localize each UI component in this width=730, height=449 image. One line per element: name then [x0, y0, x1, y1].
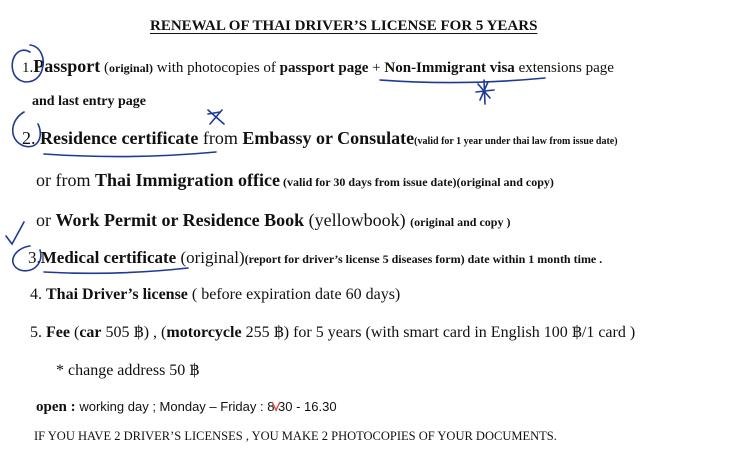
- passport-page-text: passport page: [279, 60, 369, 76]
- immigration-note: (valid for 30 days from issue date)(original and copy): [279, 175, 554, 189]
- item-medical: [28, 248, 602, 268]
- passport-label: Passport: [33, 56, 101, 76]
- visa-text: Non-Immigrant visa: [384, 60, 515, 76]
- paren: (: [100, 60, 109, 76]
- extensions-text: extensions page: [514, 60, 614, 76]
- expiration-note: ( before expiration date 60 days): [187, 286, 401, 303]
- underline-mark: [380, 78, 545, 83]
- yellowbook-text: (yellowbook): [304, 210, 411, 230]
- car-label: car: [79, 324, 102, 341]
- or-text: or: [36, 210, 56, 230]
- medical-label: Medical certificate: [40, 248, 177, 267]
- check-mark-icon: [6, 222, 24, 244]
- paren: (: [69, 324, 80, 341]
- item-passport: [22, 56, 614, 77]
- work-note: (original and copy ): [410, 215, 511, 229]
- document-title: RENEWAL OF THAI DRIVER’S LICENSE FOR 5 YEARS: [150, 18, 538, 34]
- underline-mark: [44, 152, 216, 157]
- opening-hours: [36, 398, 337, 416]
- underline-mark: [44, 268, 188, 273]
- item-number: 4.: [30, 286, 42, 303]
- original-text: (original): [176, 248, 245, 267]
- item-residence-line3: [36, 210, 510, 231]
- work-permit-text: Work Permit or Residence Book: [55, 210, 305, 230]
- asterisk-mark-icon: [476, 80, 494, 104]
- item-thai-license: [30, 286, 400, 304]
- item-fee: [30, 322, 635, 342]
- footer-note: IF YOU HAVE 2 DRIVER’S LICENSES , YOU MAKE 2 PHOTOCOPIES OF YOUR DOCUMENTS.: [34, 429, 557, 443]
- motorcycle-label: motorcycle: [166, 324, 242, 341]
- photocopies-text: with photocopies of: [153, 60, 280, 76]
- item-number: 1.: [22, 60, 34, 76]
- car-price: 505 ฿) , (: [101, 324, 167, 341]
- item-passport-line2: and last entry page: [32, 94, 146, 109]
- embassy-note: (valid for 1 year under thai law from issue date): [414, 136, 618, 147]
- or-from-text: or from: [36, 170, 95, 190]
- item-number: 2.: [22, 128, 36, 148]
- date-note: date within 1 month time .: [464, 252, 603, 266]
- item-residence: [22, 128, 618, 149]
- item-number: 5.: [30, 324, 42, 341]
- moto-price: 255 ฿) for 5 years (with smart card in English 100 ฿/1 card ): [241, 324, 636, 341]
- immigration-text: Thai Immigration office: [94, 170, 280, 190]
- residence-label: Residence certificate: [40, 128, 199, 148]
- open-label: open :: [36, 399, 80, 415]
- change-address: * change address 50 ฿: [56, 362, 200, 379]
- thai-license-label: Thai Driver’s license: [46, 286, 188, 303]
- embassy-text: Embassy or Consulate: [242, 128, 415, 148]
- item-residence-line2: [36, 170, 554, 191]
- original-note: original): [109, 61, 153, 75]
- fee-label: Fee: [46, 324, 70, 341]
- item-number: 3.: [28, 248, 41, 267]
- medical-note: (report for driver’s license 5 diseases form): [244, 252, 465, 266]
- from-text: from: [198, 128, 243, 148]
- plus-text: +: [368, 60, 385, 76]
- hours-text: working day ; Monday – Friday : 8.30 - 16.30: [79, 399, 337, 414]
- x-mark-icon: [208, 110, 224, 124]
